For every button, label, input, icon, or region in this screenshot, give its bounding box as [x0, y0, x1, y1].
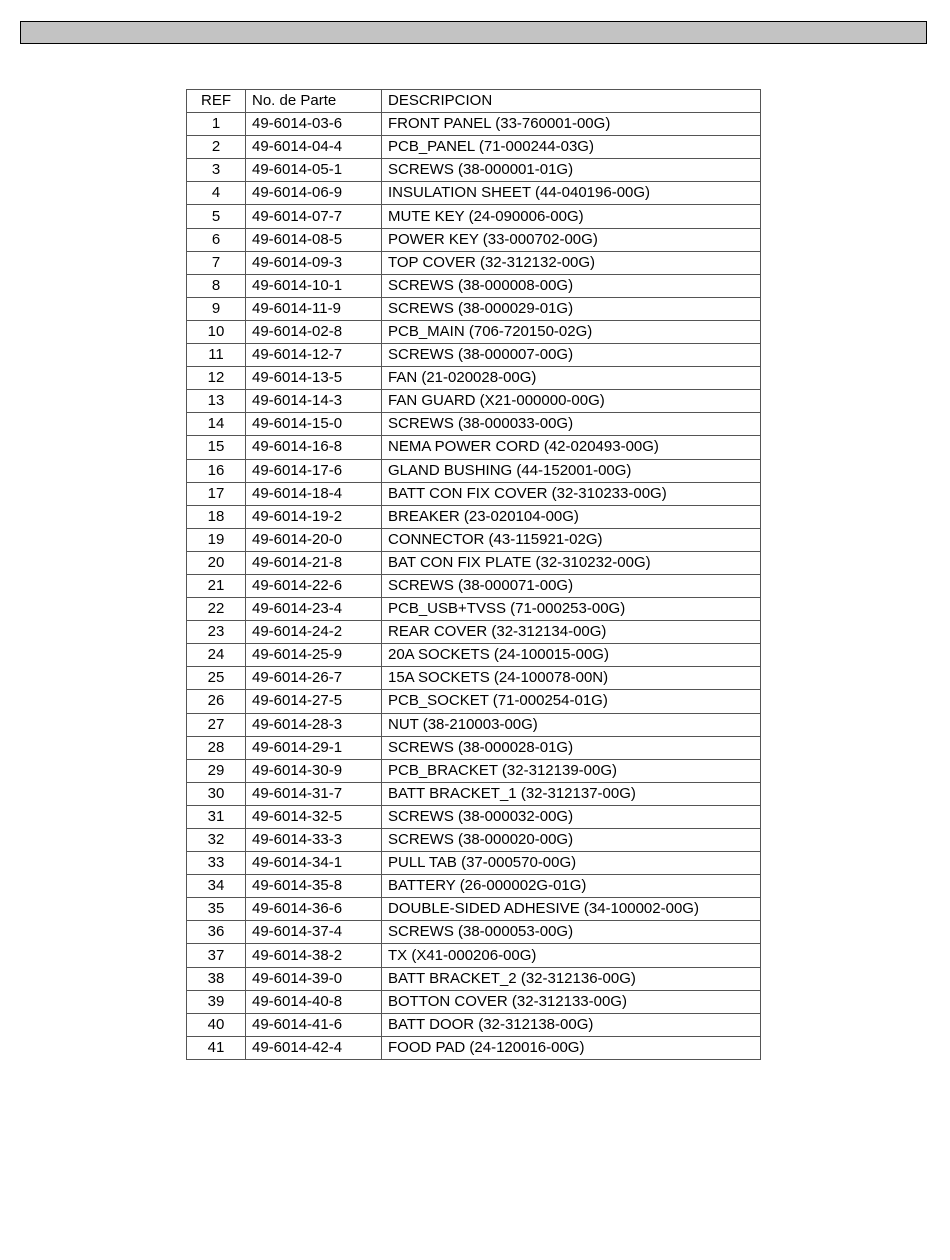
table-row	[187, 136, 761, 159]
header-description: DESCRIPCION	[382, 90, 761, 113]
ref-cell: 35	[187, 898, 246, 921]
table-row	[187, 482, 761, 505]
description-cell: PCB_MAIN (706-720150-02G)	[382, 320, 761, 343]
description-cell: SCREWS (38-000033-00G)	[382, 413, 761, 436]
ref-cell: 37	[187, 944, 246, 967]
description-cell: PULL TAB (37-000570-00G)	[382, 852, 761, 875]
table-row	[187, 875, 761, 898]
table-header-row	[187, 90, 761, 113]
table-row	[187, 944, 761, 967]
description-cell: SCREWS (38-000028-01G)	[382, 736, 761, 759]
table-row	[187, 644, 761, 667]
part-number-cell: 49-6014-16-8	[246, 436, 382, 459]
description-cell: INSULATION SHEET (44-040196-00G)	[382, 182, 761, 205]
ref-cell: 21	[187, 574, 246, 597]
part-number-cell: 49-6014-12-7	[246, 344, 382, 367]
ref-cell: 16	[187, 459, 246, 482]
table-row	[187, 759, 761, 782]
table-row	[187, 990, 761, 1013]
ref-cell: 6	[187, 228, 246, 251]
table-row	[187, 182, 761, 205]
ref-cell: 28	[187, 736, 246, 759]
ref-cell: 31	[187, 805, 246, 828]
table-row	[187, 459, 761, 482]
ref-cell: 25	[187, 667, 246, 690]
ref-cell: 36	[187, 921, 246, 944]
part-number-cell: 49-6014-41-6	[246, 1013, 382, 1036]
description-cell: NEMA POWER CORD (42-020493-00G)	[382, 436, 761, 459]
table-row	[187, 967, 761, 990]
part-number-cell: 49-6014-42-4	[246, 1036, 382, 1059]
ref-cell: 3	[187, 159, 246, 182]
ref-cell: 23	[187, 621, 246, 644]
description-cell: SCREWS (38-000001-01G)	[382, 159, 761, 182]
description-cell: 20A SOCKETS (24-100015-00G)	[382, 644, 761, 667]
table-row	[187, 551, 761, 574]
part-number-cell: 49-6014-39-0	[246, 967, 382, 990]
description-cell: BREAKER (23-020104-00G)	[382, 505, 761, 528]
ref-cell: 17	[187, 482, 246, 505]
description-cell: SCREWS (38-000020-00G)	[382, 829, 761, 852]
description-cell: BAT CON FIX PLATE (32-310232-00G)	[382, 551, 761, 574]
part-number-cell: 49-6014-14-3	[246, 390, 382, 413]
ref-cell: 24	[187, 644, 246, 667]
ref-cell: 15	[187, 436, 246, 459]
ref-cell: 4	[187, 182, 246, 205]
parts-table-body	[187, 113, 761, 1060]
description-cell: PCB_USB+TVSS (71-000253-00G)	[382, 598, 761, 621]
table-row	[187, 113, 761, 136]
part-number-cell: 49-6014-29-1	[246, 736, 382, 759]
part-number-cell: 49-6014-07-7	[246, 205, 382, 228]
part-number-cell: 49-6014-21-8	[246, 551, 382, 574]
ref-cell: 32	[187, 829, 246, 852]
table-row	[187, 505, 761, 528]
table-row	[187, 367, 761, 390]
description-cell: BATT BRACKET_1 (32-312137-00G)	[382, 782, 761, 805]
ref-cell: 27	[187, 713, 246, 736]
part-number-cell: 49-6014-31-7	[246, 782, 382, 805]
part-number-cell: 49-6014-30-9	[246, 759, 382, 782]
ref-cell: 13	[187, 390, 246, 413]
table-row	[187, 782, 761, 805]
description-cell: GLAND BUSHING (44-152001-00G)	[382, 459, 761, 482]
description-cell: NUT (38-210003-00G)	[382, 713, 761, 736]
part-number-cell: 49-6014-20-0	[246, 528, 382, 551]
description-cell: REAR COVER (32-312134-00G)	[382, 621, 761, 644]
table-row	[187, 713, 761, 736]
parts-table	[186, 89, 761, 1060]
description-cell: BATT DOOR (32-312138-00G)	[382, 1013, 761, 1036]
ref-cell: 22	[187, 598, 246, 621]
description-cell: SCREWS (38-000008-00G)	[382, 274, 761, 297]
part-number-cell: 49-6014-23-4	[246, 598, 382, 621]
table-row	[187, 829, 761, 852]
part-number-cell: 49-6014-18-4	[246, 482, 382, 505]
table-row	[187, 528, 761, 551]
description-cell: TX (X41-000206-00G)	[382, 944, 761, 967]
part-number-cell: 49-6014-03-6	[246, 113, 382, 136]
header-part-number: No. de Parte	[246, 90, 382, 113]
table-row	[187, 921, 761, 944]
description-cell: PCB_PANEL (71-000244-03G)	[382, 136, 761, 159]
part-number-cell: 49-6014-40-8	[246, 990, 382, 1013]
description-cell: BATT BRACKET_2 (32-312136-00G)	[382, 967, 761, 990]
description-cell: FAN (21-020028-00G)	[382, 367, 761, 390]
part-number-cell: 49-6014-26-7	[246, 667, 382, 690]
part-number-cell: 49-6014-37-4	[246, 921, 382, 944]
table-row	[187, 297, 761, 320]
part-number-cell: 49-6014-27-5	[246, 690, 382, 713]
description-cell: 15A SOCKETS (24-100078-00N)	[382, 667, 761, 690]
table-row	[187, 898, 761, 921]
part-number-cell: 49-6014-25-9	[246, 644, 382, 667]
ref-cell: 11	[187, 344, 246, 367]
table-row	[187, 736, 761, 759]
part-number-cell: 49-6014-28-3	[246, 713, 382, 736]
ref-cell: 9	[187, 297, 246, 320]
ref-cell: 38	[187, 967, 246, 990]
part-number-cell: 49-6014-38-2	[246, 944, 382, 967]
ref-cell: 14	[187, 413, 246, 436]
part-number-cell: 49-6014-35-8	[246, 875, 382, 898]
ref-cell: 18	[187, 505, 246, 528]
part-number-cell: 49-6014-17-6	[246, 459, 382, 482]
ref-cell: 29	[187, 759, 246, 782]
ref-cell: 20	[187, 551, 246, 574]
description-cell: DOUBLE-SIDED ADHESIVE (34-100002-00G)	[382, 898, 761, 921]
part-number-cell: 49-6014-19-2	[246, 505, 382, 528]
table-row	[187, 159, 761, 182]
description-cell: MUTE KEY (24-090006-00G)	[382, 205, 761, 228]
part-number-cell: 49-6014-15-0	[246, 413, 382, 436]
header-bar	[20, 21, 927, 44]
description-cell: FAN GUARD (X21-000000-00G)	[382, 390, 761, 413]
ref-cell: 39	[187, 990, 246, 1013]
description-cell: BATT CON FIX COVER (32-310233-00G)	[382, 482, 761, 505]
ref-cell: 8	[187, 274, 246, 297]
table-row	[187, 320, 761, 343]
table-row	[187, 344, 761, 367]
table-row	[187, 251, 761, 274]
part-number-cell: 49-6014-06-9	[246, 182, 382, 205]
ref-cell: 7	[187, 251, 246, 274]
part-number-cell: 49-6014-02-8	[246, 320, 382, 343]
description-cell: PCB_SOCKET (71-000254-01G)	[382, 690, 761, 713]
part-number-cell: 49-6014-05-1	[246, 159, 382, 182]
ref-cell: 2	[187, 136, 246, 159]
part-number-cell: 49-6014-10-1	[246, 274, 382, 297]
description-cell: BATTERY (26-000002G-01G)	[382, 875, 761, 898]
description-cell: SCREWS (38-000029-01G)	[382, 297, 761, 320]
ref-cell: 19	[187, 528, 246, 551]
ref-cell: 5	[187, 205, 246, 228]
table-row	[187, 390, 761, 413]
table-row	[187, 1036, 761, 1059]
description-cell: SCREWS (38-000007-00G)	[382, 344, 761, 367]
part-number-cell: 49-6014-32-5	[246, 805, 382, 828]
description-cell: TOP COVER (32-312132-00G)	[382, 251, 761, 274]
table-row	[187, 574, 761, 597]
table-row	[187, 805, 761, 828]
part-number-cell: 49-6014-36-6	[246, 898, 382, 921]
table-row	[187, 852, 761, 875]
table-row	[187, 205, 761, 228]
table-row	[187, 621, 761, 644]
description-cell: SCREWS (38-000053-00G)	[382, 921, 761, 944]
description-cell: SCREWS (38-000071-00G)	[382, 574, 761, 597]
description-cell: SCREWS (38-000032-00G)	[382, 805, 761, 828]
ref-cell: 26	[187, 690, 246, 713]
ref-cell: 10	[187, 320, 246, 343]
description-cell: FRONT PANEL (33-760001-00G)	[382, 113, 761, 136]
ref-cell: 1	[187, 113, 246, 136]
part-number-cell: 49-6014-33-3	[246, 829, 382, 852]
part-number-cell: 49-6014-24-2	[246, 621, 382, 644]
part-number-cell: 49-6014-13-5	[246, 367, 382, 390]
part-number-cell: 49-6014-08-5	[246, 228, 382, 251]
table-row	[187, 436, 761, 459]
ref-cell: 34	[187, 875, 246, 898]
table-row	[187, 667, 761, 690]
ref-cell: 40	[187, 1013, 246, 1036]
part-number-cell: 49-6014-22-6	[246, 574, 382, 597]
header-ref: REF	[187, 90, 246, 113]
table-row	[187, 598, 761, 621]
table-row	[187, 228, 761, 251]
ref-cell: 30	[187, 782, 246, 805]
part-number-cell: 49-6014-34-1	[246, 852, 382, 875]
part-number-cell: 49-6014-04-4	[246, 136, 382, 159]
description-cell: BOTTON COVER (32-312133-00G)	[382, 990, 761, 1013]
description-cell: PCB_BRACKET (32-312139-00G)	[382, 759, 761, 782]
description-cell: CONNECTOR (43-115921-02G)	[382, 528, 761, 551]
part-number-cell: 49-6014-11-9	[246, 297, 382, 320]
table-row	[187, 1013, 761, 1036]
ref-cell: 33	[187, 852, 246, 875]
description-cell: POWER KEY (33-000702-00G)	[382, 228, 761, 251]
table-row	[187, 690, 761, 713]
table-row	[187, 274, 761, 297]
part-number-cell: 49-6014-09-3	[246, 251, 382, 274]
ref-cell: 12	[187, 367, 246, 390]
description-cell: FOOD PAD (24-120016-00G)	[382, 1036, 761, 1059]
ref-cell: 41	[187, 1036, 246, 1059]
table-row	[187, 413, 761, 436]
